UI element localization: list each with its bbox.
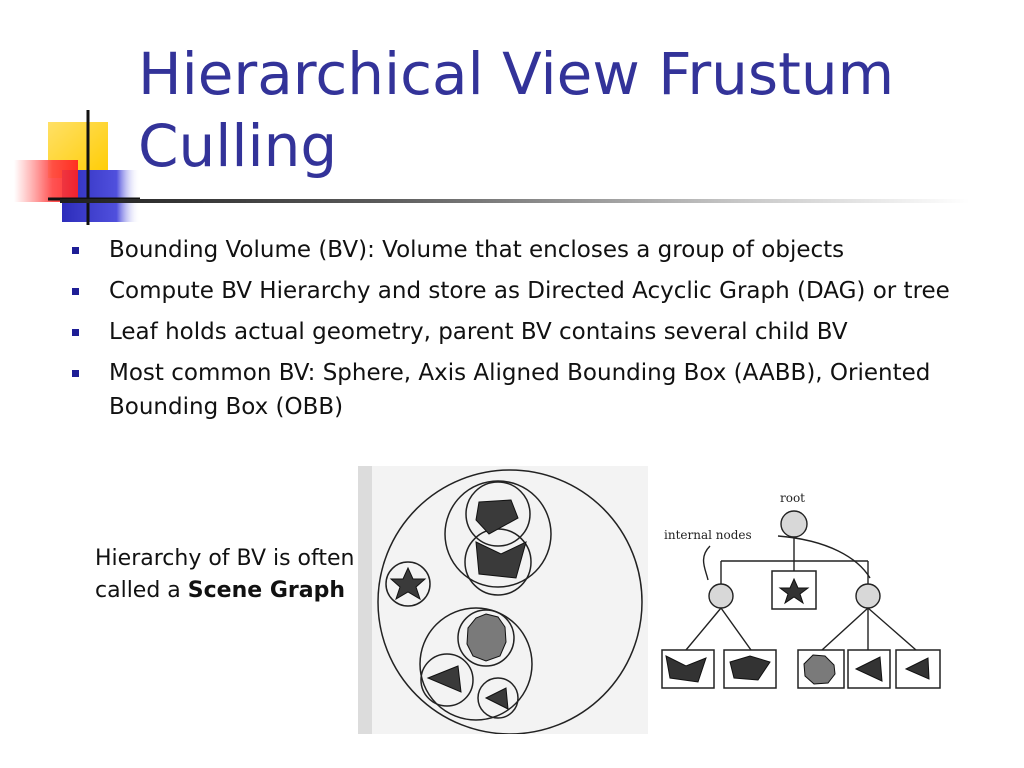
internal-nodes-label: internal nodes (664, 528, 752, 542)
slide-title: Hierarchical View Frustum Culling (138, 40, 895, 180)
bullet-item (72, 315, 972, 349)
caption-text: Hierarchy of BV is often called a (95, 546, 355, 603)
root-node (781, 511, 807, 537)
bullet-item (72, 274, 972, 308)
corner-decoration (0, 0, 140, 230)
bullet-text: Compute BV Hierarchy and store as Directed Acyclic Graph (DAG) or tree (109, 278, 950, 304)
internal-node-left (709, 584, 733, 608)
bullet-marker-icon (72, 370, 79, 377)
bullet-list (72, 233, 972, 431)
bullet-marker-icon (72, 329, 79, 336)
bv-hierarchy-figure (358, 466, 958, 734)
bullet-text: Bounding Volume (BV): Volume that encloses a group of objects (109, 237, 845, 263)
deco-red-square (14, 160, 78, 202)
caption-emphasis: Scene Graph (187, 578, 345, 603)
title-divider (60, 199, 970, 203)
bullet-text: Leaf holds actual geometry, parent BV contains several child BV (109, 319, 848, 345)
bullet-item (72, 233, 972, 267)
bullet-text: Most common BV: Sphere, Axis Aligned Bounding Box (AABB), Oriented Bounding Box (OBB) (109, 360, 931, 420)
root-label: root (780, 491, 806, 505)
bullet-item (72, 356, 972, 424)
scene-graph-caption (95, 543, 355, 607)
bullet-marker-icon (72, 247, 79, 254)
internal-node-right (856, 584, 880, 608)
bullet-marker-icon (72, 288, 79, 295)
